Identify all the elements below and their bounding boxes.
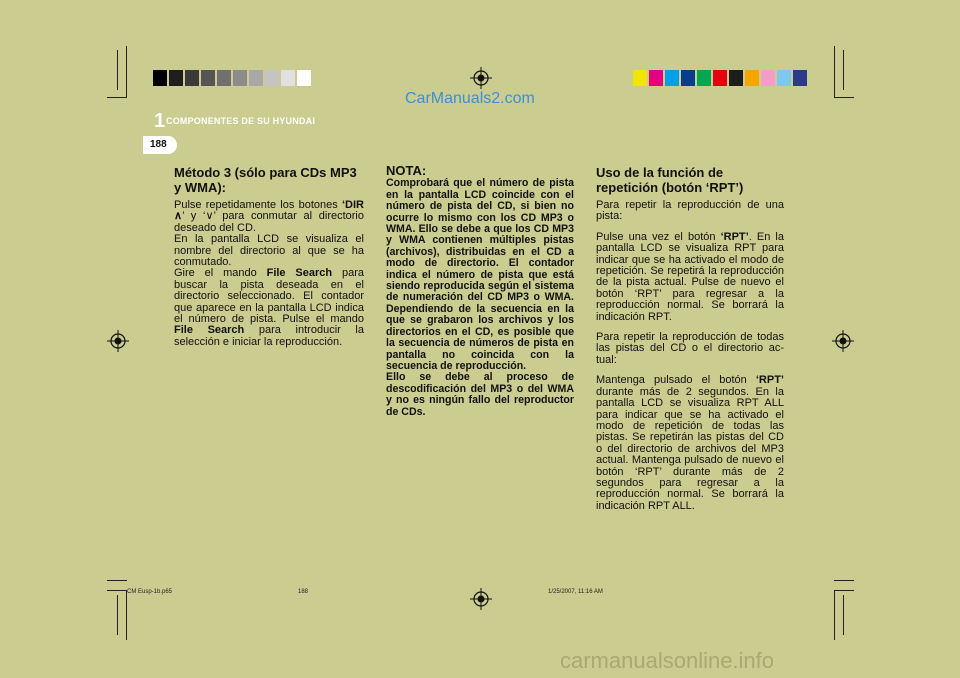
section-heading: Uso de la función de repetición (botón ‘RPT’) [596,165,744,195]
text: para introducir la selección e iniciar la reproducción. [174,324,364,348]
rpt-label: ‘RPT’ [720,230,749,243]
color-swatch [745,70,759,86]
text: durante más de 2 segundos. En la pantalla LCD se visualiza RPT ALL para indicar que se ha activado el modo de repetición de todas las pistas. Se repetirán las pistas del CD o del directorio de archivos del MP3 actual. Mantenga pulsado de nuevo el botón ‘RPT’ durante más de 2 segundos para regresar a la reproducción normal. Se borrará la indicación RPT ALL. [596,385,784,512]
gray-swatch [185,70,199,86]
text: Mantenga pulsado el botón [596,374,756,387]
crop-mark [834,580,854,581]
section-heading: Método 3 (sólo para CDs MP3 y WMA): [174,165,357,195]
crop-mark [126,46,127,98]
note-text [386,178,574,418]
column-note [386,165,574,427]
color-swatch [681,70,695,86]
site-watermark[interactable]: carmanualsonline.info [560,648,775,673]
color-swatch [665,70,679,86]
text: Ello se debe al proceso de descodificación del MP3 o del WMA y no es ningún fallo del reproductor de CDs. [386,371,574,418]
column-method-3 [174,165,364,357]
color-swatch [649,70,663,86]
crop-mark [107,590,127,591]
crop-mark [126,590,127,640]
gray-swatch [217,70,231,86]
gray-swatch [153,70,167,86]
registration-mark-icon [832,330,854,352]
registration-mark-icon [470,588,492,610]
crop-mark [117,595,118,635]
paragraph [596,232,784,323]
crop-mark [107,580,127,581]
crop-mark [834,97,854,98]
color-swatch [729,70,743,86]
note-title: NOTA: [386,163,427,178]
text: Pulse una vez el botón [596,230,721,243]
crop-mark [843,50,844,90]
file-search-label: File Search [174,324,245,337]
footer-page: 188 [298,589,309,595]
color-swatch [777,70,791,86]
color-swatch [633,70,647,86]
gray-swatch [265,70,279,86]
paragraph: Para repetir la reproducción de todas las pistas del CD o el directorio ac-tual: [596,331,784,366]
text: para buscar la pista deseada en el directorio seleccionado. El contador que aparece en la pantalla LCD indica el número de pista. Pulse el mando [174,267,364,326]
gray-swatch [281,70,295,86]
gray-swatch [297,70,311,86]
text: ’ y ‘∨’ para conmutar al directorio deseado del CD. [174,210,364,234]
footer-date: 1/25/2007, 11:16 AM [548,589,603,595]
watermark-link[interactable]: CarManuals2.com [405,90,535,107]
crop-mark [834,590,835,640]
text: Comprobará que el número de pista en la pantalla LCD coincide con el número de pista del CD, si bien no ocurre lo mismo con los CD MP3 o WMA. Ello se debe a que los CD MP3 y WMA contienen múltiples pistas (archivos), distribuidas en el CD a modo de directorio. El contador indica el número de pista que está siendo reproducida según el sistema de numeración del CD MP3 o WMA. Dependiendo de la secuencia en la que se grabaron los archivos y los directorios en el CD, es posible que la secuencia de números de pista en pantalla no coincida con la secuencia de reproducción. [386,177,574,372]
crop-mark [834,590,854,591]
text: Pulse repetidamente los botones [174,199,342,211]
page-number: 188 [150,139,167,150]
color-swatch [761,70,775,86]
crop-mark [843,595,844,635]
color-calibration-bar [633,70,809,86]
gray-swatch [169,70,183,86]
column-repeat [596,165,784,521]
gray-calibration-bar [153,70,313,86]
color-swatch [793,70,807,86]
paragraph: Para repetir la reproducción de una pista: [596,199,784,223]
rpt-label: ‘RPT’ [755,374,784,387]
text: En la pantalla LCD se visualiza el nombre del directorio al que se ha conmutado. [174,233,364,269]
gray-swatch [201,70,215,86]
paragraph [174,200,364,348]
crop-mark [117,50,118,90]
color-swatch [697,70,711,86]
crop-mark [834,46,835,98]
registration-mark-icon [470,67,492,89]
file-search-label: File Search [266,267,333,280]
chapter-number: 1 [154,110,166,132]
registration-mark-icon [107,330,129,352]
text: . En la pantalla LCD se visualiza RPT para indicar que se ha activado el modo de repetición. Se repetirá la reproducción de la pista actual. Pulse de nuevo el botón ‘RPT’ para regresar a la reproducción normal. Se borrará la indicación RPT. [596,230,784,323]
dir-label: ‘DIR ∧ [174,199,364,223]
gray-swatch [233,70,247,86]
chapter-title: COMPONENTES DE SU HYUNDAI [166,116,316,126]
footer-filename: CM Eusp-1b.p65 [127,589,173,595]
color-swatch [713,70,727,86]
gray-swatch [249,70,263,86]
crop-mark [107,97,127,98]
paragraph [596,375,784,512]
text: Gire el mando [174,267,267,280]
